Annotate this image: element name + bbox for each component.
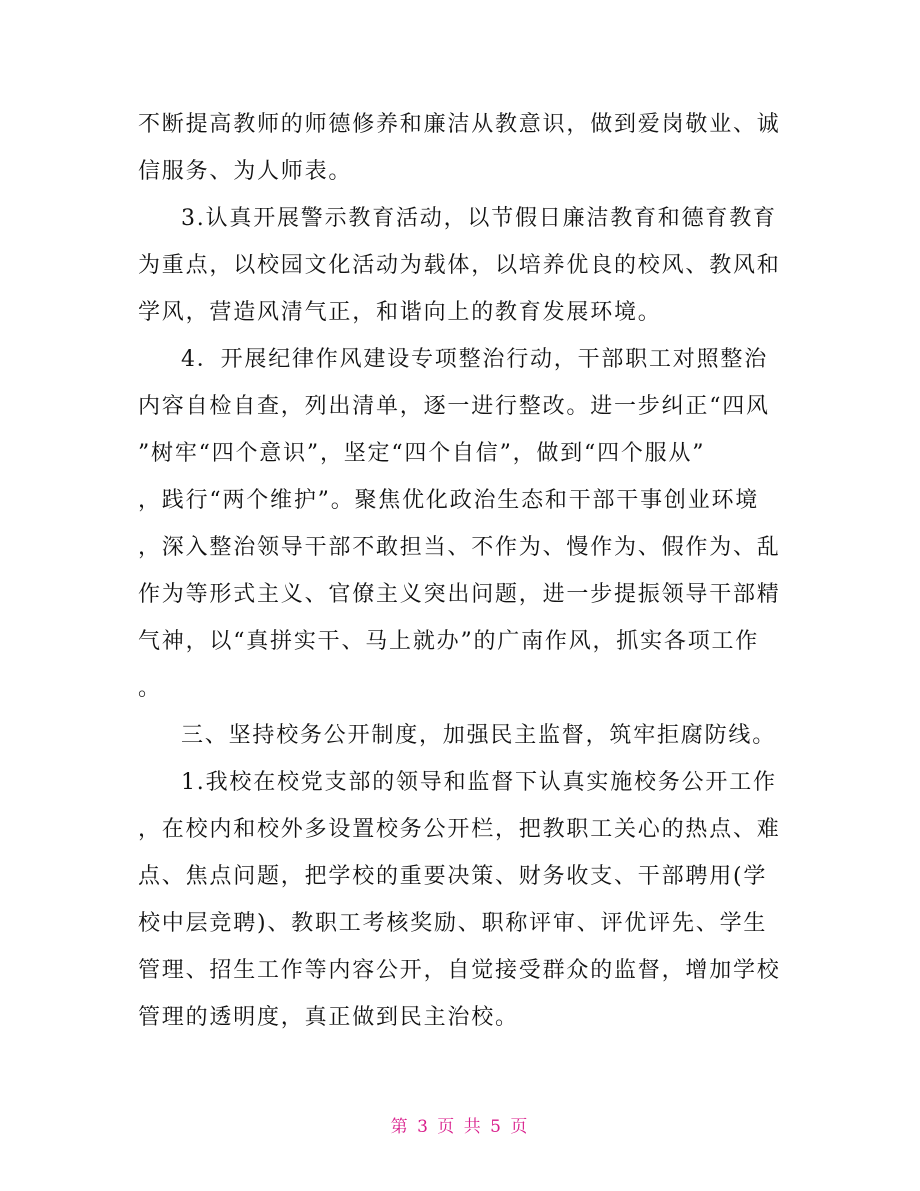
text-line: 1.我校在校党支部的领导和监督下认真实施校务公开工作 [181, 770, 777, 795]
text-line: ”树牢“四个意识”，坚定“四个自信”，做到“四个服从” [138, 441, 706, 466]
document-body [138, 101, 788, 1041]
text-line: 三、坚持校务公开制度，加强民主监督，筑牢拒腐防线。 [181, 723, 777, 748]
text-line: 作为等形式主义、官僚主义突出问题，进一步提振领导干部精 [138, 582, 781, 607]
text-line: 3.认真开展警示教育活动，以节假日廉洁教育和德育教育 [181, 206, 777, 231]
text-line: 。 [138, 676, 162, 701]
paragraph-p5 [138, 759, 788, 1041]
text-line: 为重点，以校园文化活动为载体，以培养优良的校风、教风和 [138, 253, 781, 278]
text-line: ，在校内和校外多设置校务公开栏，把教职工关心的热点、难 [138, 817, 781, 842]
text-line: 校中层竞聘)、教职工考核奖励、职称评审、评优评先、学生 [138, 911, 768, 936]
text-line: ，践行“两个维护”。聚焦优化政治生态和干部干事创业环境 [138, 488, 760, 513]
text-line: 内容自检自查，列出清单，逐一进行整改。进一步纠正“四风 [138, 394, 770, 419]
text-line: ，深入整治领导干部不敢担当、不作为、慢作为、假作为、乱 [138, 535, 781, 560]
text-line: 学风，营造风清气正，和谐向上的教育发展环境。 [138, 300, 662, 325]
text-line: 管理、招生工作等内容公开，自觉接受群众的监督，增加学校 [138, 958, 781, 983]
paragraph-p4 [138, 712, 788, 759]
text-line: 管理的透明度，真正做到民主治校。 [138, 1005, 519, 1030]
paragraph-p3 [138, 336, 788, 712]
paragraph-p1 [138, 101, 788, 195]
text-line: 不断提高教师的师德修养和廉洁从教意识，做到爱岗敬业、诚 [138, 112, 781, 137]
text-line: 信服务、为人师表。 [138, 159, 353, 184]
page-number-footer: 第 3 页 共 5 页 [390, 1117, 530, 1137]
text-line: 气神，以“真拼实干、马上就办”的广南作风，抓实各项工作 [138, 629, 760, 654]
text-line: 4．开展纪律作风建设专项整治行动，干部职工对照整治 [181, 347, 768, 372]
paragraph-p2 [138, 195, 788, 336]
text-line: 点、焦点问题，把学校的重要决策、财务收支、干部聘用(学 [138, 864, 768, 889]
